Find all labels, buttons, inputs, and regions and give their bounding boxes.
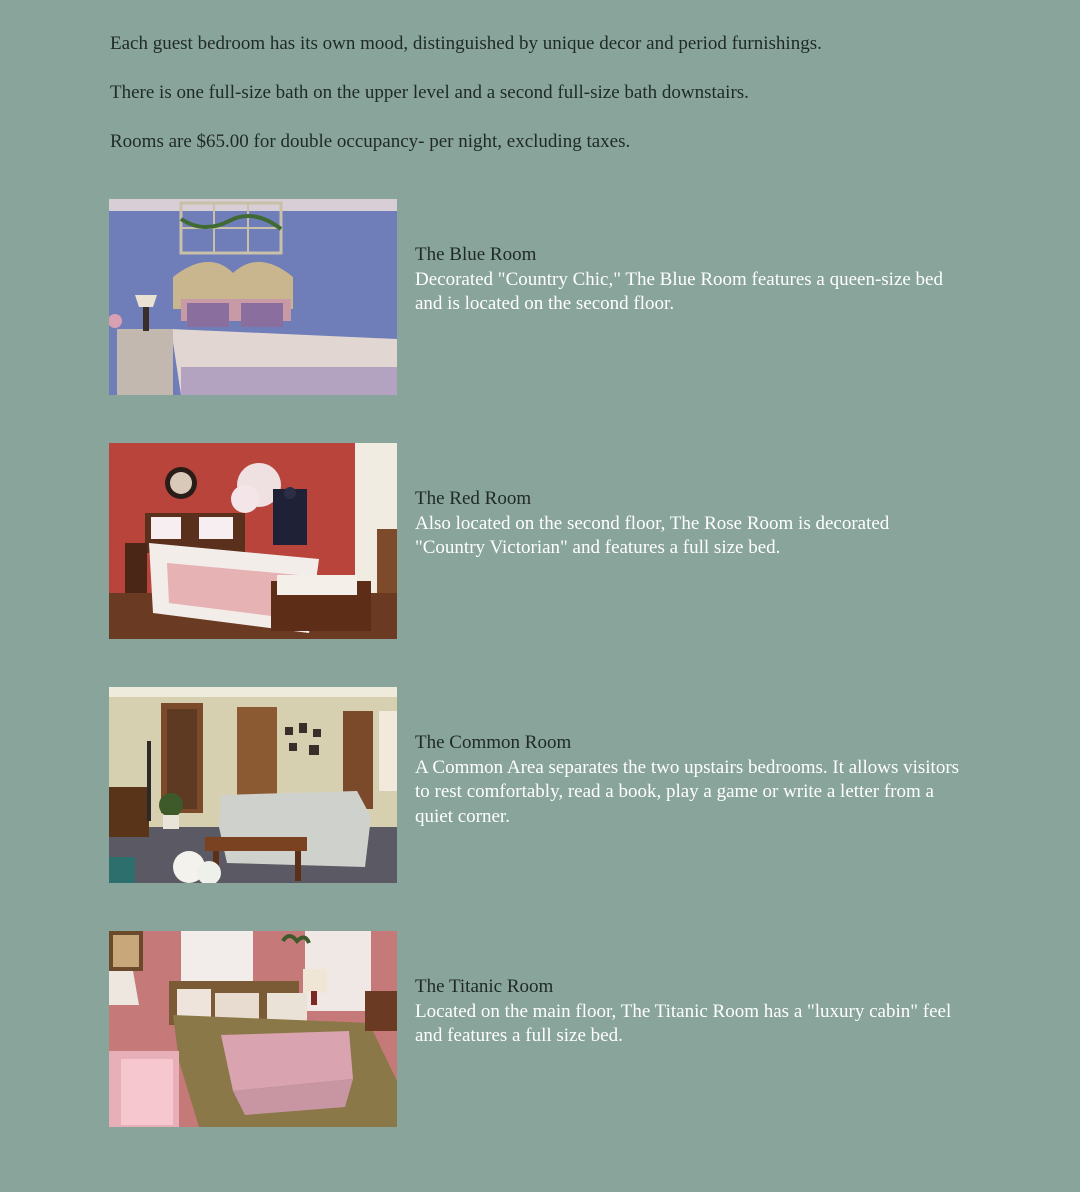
room-red xyxy=(109,443,1009,639)
red-room-caption xyxy=(415,487,960,561)
intro-line-baths: There is one full-size bath on the upper level and a second full-size bath downstairs. xyxy=(110,82,749,103)
room-title: The Blue Room xyxy=(415,244,537,265)
room-title: The Red Room xyxy=(415,488,532,509)
room-description: Also located on the second floor, The Rose Room is decorated "Country Victorian" and features a full size bed. xyxy=(415,512,890,558)
intro-line-rates: Rooms are $65.00 for double occupancy- per night, excluding taxes. xyxy=(110,131,631,152)
intro-text xyxy=(110,30,1010,177)
blue-room-photo xyxy=(109,199,397,395)
blue-room-caption xyxy=(415,243,960,317)
titanic-room-caption xyxy=(415,975,960,1049)
intro-line-decor: Each guest bedroom has its own mood, distinguished by unique decor and period furnishings. xyxy=(110,33,822,54)
titanic-room-photo xyxy=(109,931,397,1127)
room-title: The Titanic Room xyxy=(415,976,554,997)
room-description: Decorated "Country Chic," The Blue Room features a queen-size bed and is located on the second floor. xyxy=(415,268,943,314)
room-description: A Common Area separates the two upstairs bedrooms. It allows visitors to rest comfortably, read a book, play a game or write a letter from a quiet corner. xyxy=(415,756,960,827)
room-common xyxy=(109,687,1009,883)
red-room-photo xyxy=(109,443,397,639)
common-room-photo xyxy=(109,687,397,883)
room-blue xyxy=(109,199,1009,395)
room-title: The Common Room xyxy=(415,732,572,753)
common-room-caption xyxy=(415,731,960,829)
room-description: Located on the main floor, The Titanic Room has a "luxury cabin" feel and features a full size bed. xyxy=(415,1000,952,1046)
room-titanic xyxy=(109,931,1009,1127)
